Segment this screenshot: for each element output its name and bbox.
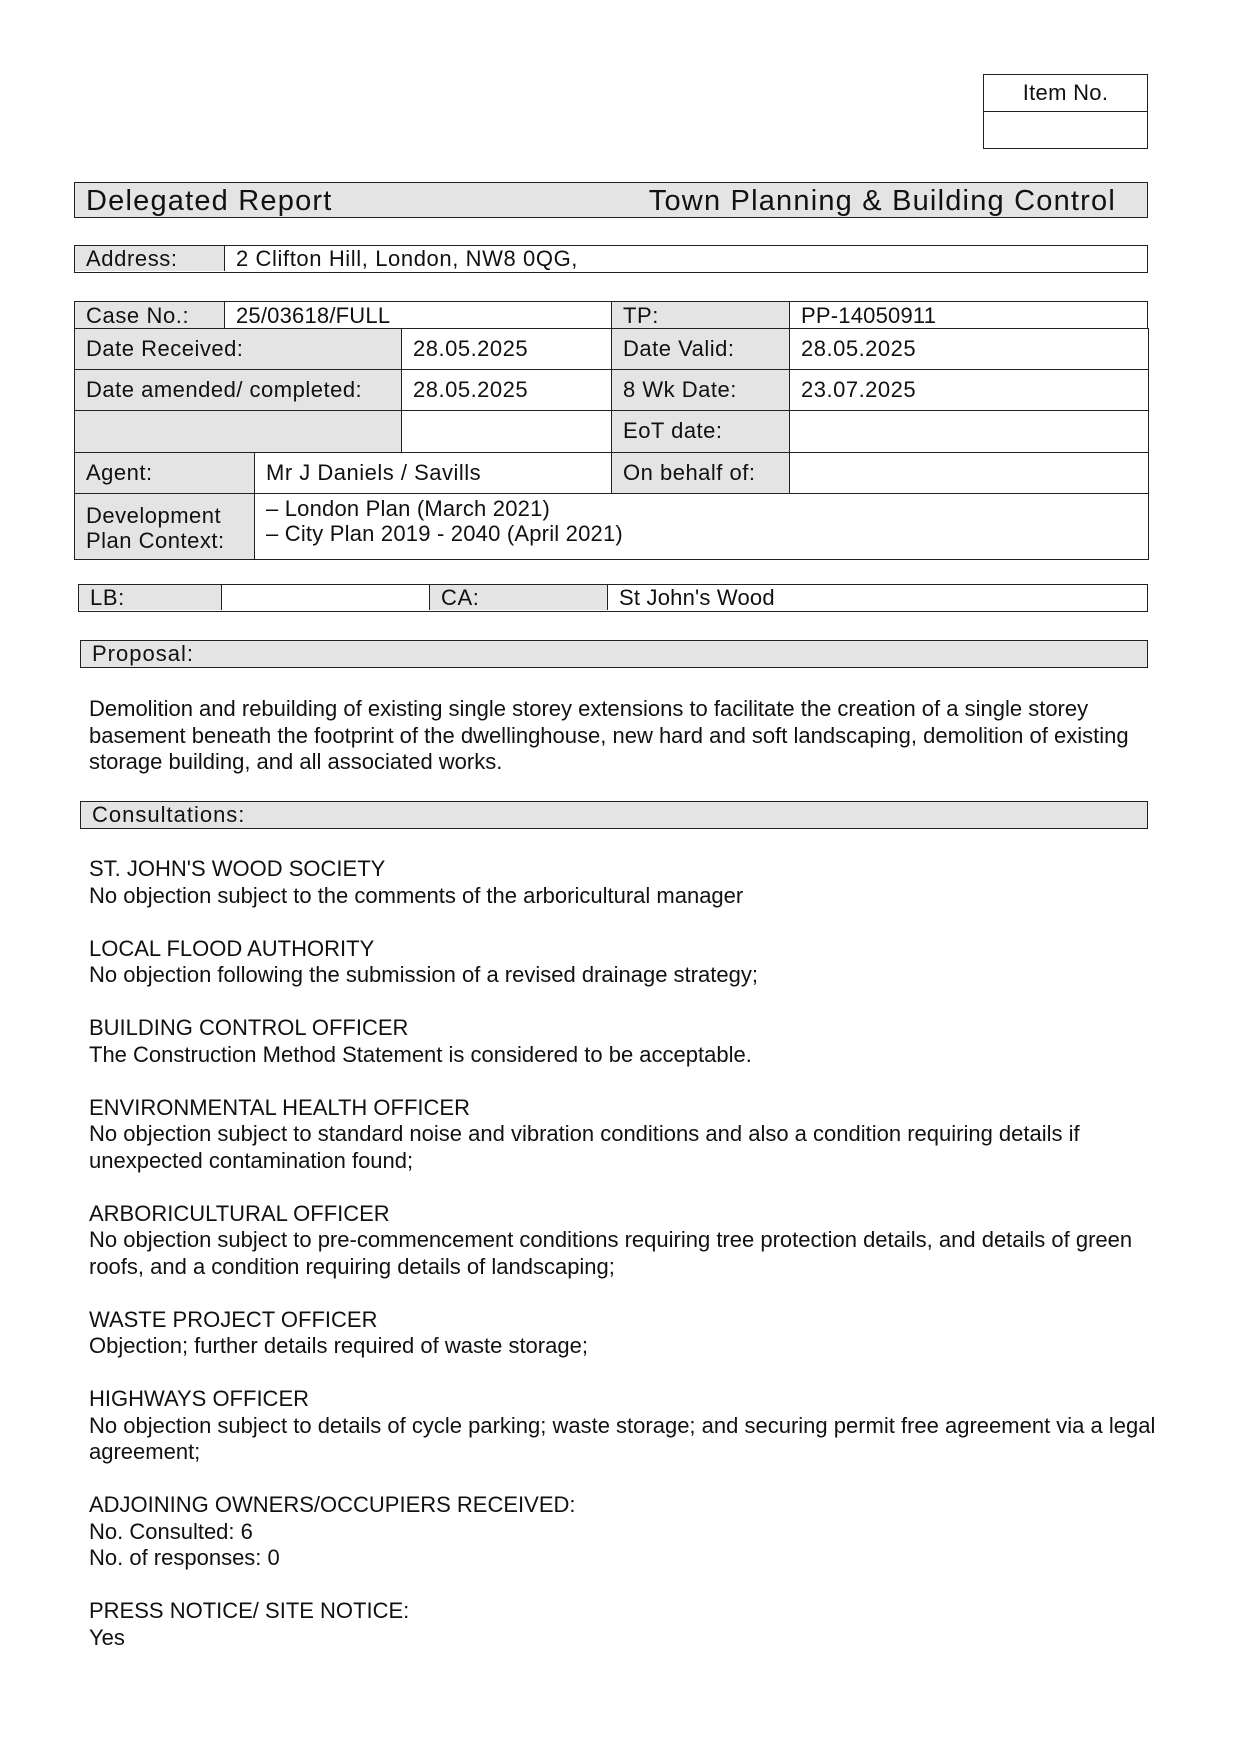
date-amended-value: 28.05.2025 [402,370,612,411]
proposal-heading: Proposal: [80,640,1148,668]
eight-week-date-value: 23.07.2025 [790,370,1149,411]
address-label: Address: [75,246,225,271]
adjoining-owners-heading: ADJOINING OWNERS/OCCUPIERS RECEIVED: [89,1492,576,1517]
consultation-entry [89,1095,1169,1175]
consultee-name: ST. JOHN'S WOOD SOCIETY [89,856,386,881]
report-title: Delegated Report [86,185,333,217]
consultee-response: The Construction Method Statement is considered to be acceptable. [89,1041,752,1067]
consultee-response: No objection subject to the comments of the arboricultural manager [89,882,744,908]
date-valid-label: Date Valid: [612,329,790,370]
ca-value: St John's Wood [619,584,775,610]
on-behalf-of-value [790,452,1149,493]
consultee-name: BUILDING CONTROL OFFICER [89,1015,409,1040]
adjoining-owners-entry [89,1492,1169,1572]
consultation-entry [89,1201,1169,1281]
consultee-response: No objection subject to details of cycle parking; waste storage; and securing permit free agreement via a legal agreement; [89,1412,1156,1464]
case-number-value: 25/03618/FULL [225,302,612,329]
consultee-response: No objection subject to standard noise and vibration conditions and also a condition requiring details if unexpected contamination found; [89,1121,1080,1173]
press-notice-heading: PRESS NOTICE/ SITE NOTICE: [89,1598,410,1623]
date-valid-value: 28.05.2025 [790,329,1149,370]
on-behalf-of-label: On behalf of: [612,452,790,493]
plan-context-label [75,493,255,559]
number-of-responses: No. of responses: 0 [89,1545,280,1570]
consultee-response: Objection; further details required of waste storage; [89,1333,588,1358]
consultation-entry [89,1386,1169,1466]
lb-label: LB: [79,585,222,610]
consultation-entry [89,1015,1169,1068]
case-number-label: Case No.: [75,302,225,329]
consultee-name: WASTE PROJECT OFFICER [89,1306,378,1332]
ca-label: CA: [430,585,608,610]
consultee-response: No objection following the submission of a revised drainage strategy; [89,962,758,987]
date-amended-label: Date amended/ completed: [75,370,402,411]
eight-week-date-label: 8 Wk Date: [612,370,790,411]
report-title-bar [74,182,1148,218]
eot-date-label: EoT date: [612,411,790,452]
plan-context-line2: – City Plan 2019 - 2040 (April 2021) [266,520,623,546]
lb-value [222,585,430,610]
plan-context-label-line1: Development [86,503,222,529]
date-received-value: 28.05.2025 [402,329,612,370]
consultee-response: No objection subject to pre-commencement conditions requiring tree protection details, and details of green roofs, and a condition requiring details of landscaping; [89,1227,1133,1279]
consultation-entry [89,856,1169,909]
consultee-name: LOCAL FLOOD AUTHORITY [89,935,375,961]
consultation-entry [89,1307,1169,1360]
item-number-box [983,74,1148,149]
tp-label: TP: [612,302,790,329]
press-notice-entry [89,1598,1169,1651]
address-value: 2 Clifton Hill, London, NW8 0QG, [236,245,579,271]
consultee-name: ARBORICULTURAL OFFICER [89,1200,390,1226]
case-details-table [74,328,1149,560]
date-received-label: Date Received: [75,329,402,370]
lb-ca-row [78,584,1148,612]
plan-context-label-line2: Plan Context: [86,528,225,554]
address-row [74,245,1148,273]
agent-label: Agent: [75,452,255,493]
press-notice-value: Yes [89,1624,125,1650]
blank-value-cell [402,411,612,452]
department-title: Town Planning & Building Control [648,185,1116,217]
consultations-list [89,856,1169,1678]
case-row [74,301,1148,329]
plan-context-line1: – London Plan (March 2021) [266,495,551,521]
consultee-name: ENVIRONMENTAL HEALTH OFFICER [89,1094,470,1120]
consultation-entry [89,936,1169,989]
item-number-value [984,112,1147,148]
proposal-text: Demolition and rebuilding of existing single storey extensions to facilitate the creation of a single storey basement beneath the footprint of the dwellinghouse, new hard and soft landscaping, demolition of existing storage building, and all associated works. [89,696,1129,774]
number-consulted: No. Consulted: 6 [89,1518,253,1544]
agent-value: Mr J Daniels / Savills [255,452,612,493]
blank-label-cell [75,411,402,452]
plan-context-value [255,493,1149,559]
item-number-label: Item No. [984,75,1147,112]
tp-value: PP-14050911 [801,302,937,328]
consultations-heading: Consultations: [80,801,1148,829]
eot-date-value [790,411,1149,452]
consultee-name: HIGHWAYS OFFICER [89,1386,309,1411]
